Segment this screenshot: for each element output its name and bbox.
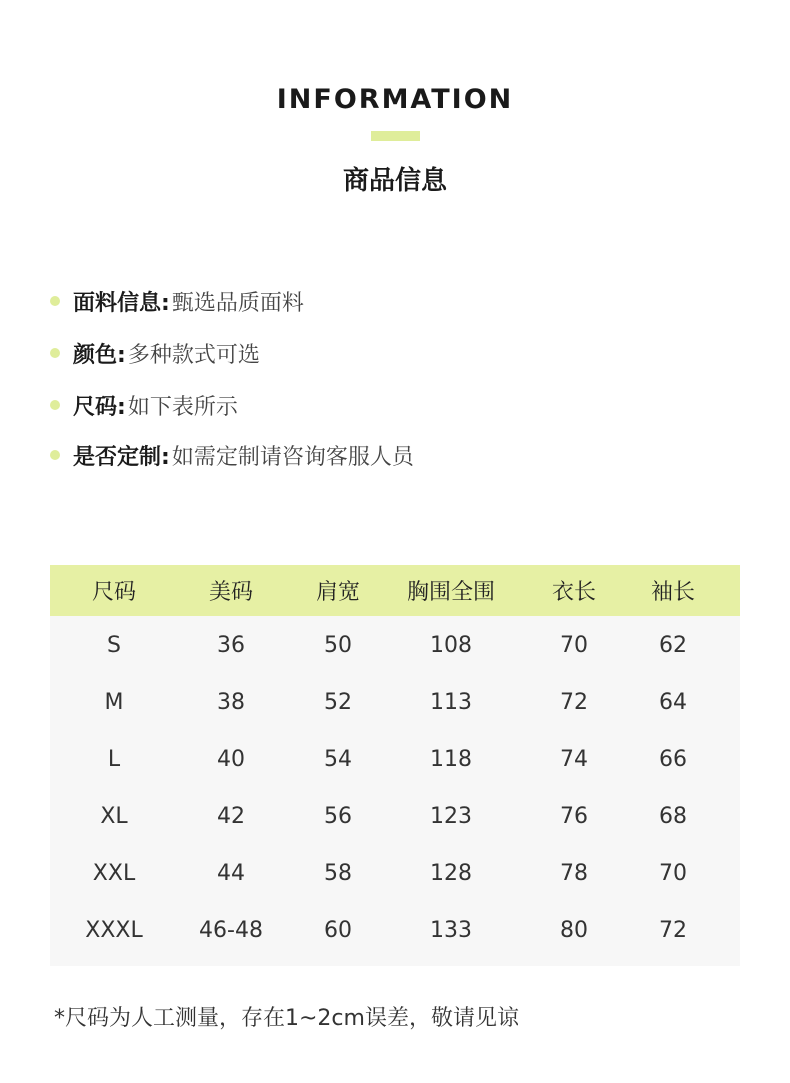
bullet-dot-icon [50, 296, 60, 306]
table-cell: 64 [659, 690, 687, 715]
table-cell: 60 [324, 918, 352, 943]
info-item-color [50, 337, 260, 369]
table-cell: 66 [659, 747, 687, 772]
table-cell: 46-48 [199, 918, 263, 943]
column-header: 袖长 [650, 580, 696, 605]
table-cell: 113 [430, 690, 472, 715]
info-item-fabric [50, 285, 304, 317]
info-item-custom [50, 439, 414, 471]
table-cell: 128 [430, 861, 472, 886]
table-cell: 80 [560, 918, 588, 943]
info-value: 如需定制请咨询客服人员 [171, 444, 414, 470]
info-value: 如下表所示 [127, 394, 238, 420]
table-cell: 108 [430, 633, 472, 658]
table-cell: 52 [324, 690, 352, 715]
table-cell: 123 [430, 804, 472, 829]
table-cell: 74 [560, 747, 588, 772]
table-cell: 70 [560, 633, 588, 658]
bullet-dot-icon [50, 348, 60, 358]
column-header: 肩宽 [315, 580, 361, 605]
table-cell: 54 [324, 747, 352, 772]
table-cell: 56 [324, 804, 352, 829]
column-header: 衣长 [551, 580, 597, 605]
info-value: 甄选品质面料 [171, 290, 304, 316]
table-cell: 58 [324, 861, 352, 886]
table-header-row [50, 565, 740, 616]
table-cell: M [104, 690, 124, 715]
bullet-dot-icon [50, 400, 60, 410]
column-header: 美码 [208, 580, 254, 605]
table-cell: L [107, 747, 121, 772]
column-header: 胸围全围 [406, 580, 496, 605]
info-label: 面料信息: [73, 290, 170, 316]
info-label: 是否定制: [73, 444, 170, 470]
table-cell: 62 [659, 633, 687, 658]
table-cell: 68 [659, 804, 687, 829]
bullet-dot-icon [50, 450, 60, 460]
table-cell: 44 [217, 861, 245, 886]
table-cell: 50 [324, 633, 352, 658]
info-value: 多种款式可选 [127, 342, 260, 368]
title-english: INFORMATION [276, 84, 514, 115]
table-cell: 118 [430, 747, 472, 772]
table-cell: 72 [560, 690, 588, 715]
title-chinese: 商品信息 [342, 166, 447, 196]
table-cell: 133 [430, 918, 472, 943]
table-cell: 70 [659, 861, 687, 886]
table-cell: XXXL [85, 918, 143, 943]
table-cell: 40 [217, 747, 245, 772]
table-cell: 78 [560, 861, 588, 886]
table-cell: 38 [217, 690, 245, 715]
table-cell: XXL [92, 861, 136, 886]
table-cell: 72 [659, 918, 687, 943]
size-table [50, 565, 740, 966]
column-header: 尺码 [91, 580, 137, 605]
info-label: 尺码: [73, 394, 126, 420]
measurement-footnote: *尺码为人工测量，存在1~2cm误差，敬请见谅 [54, 1006, 519, 1031]
table-cell: XL [100, 804, 128, 829]
table-cell: 42 [217, 804, 245, 829]
table-cell: 36 [217, 633, 245, 658]
info-label: 颜色: [73, 342, 126, 368]
info-item-size [50, 389, 238, 421]
table-cell: S [107, 633, 121, 658]
title-accent-bar [371, 131, 420, 141]
table-cell: 76 [560, 804, 588, 829]
